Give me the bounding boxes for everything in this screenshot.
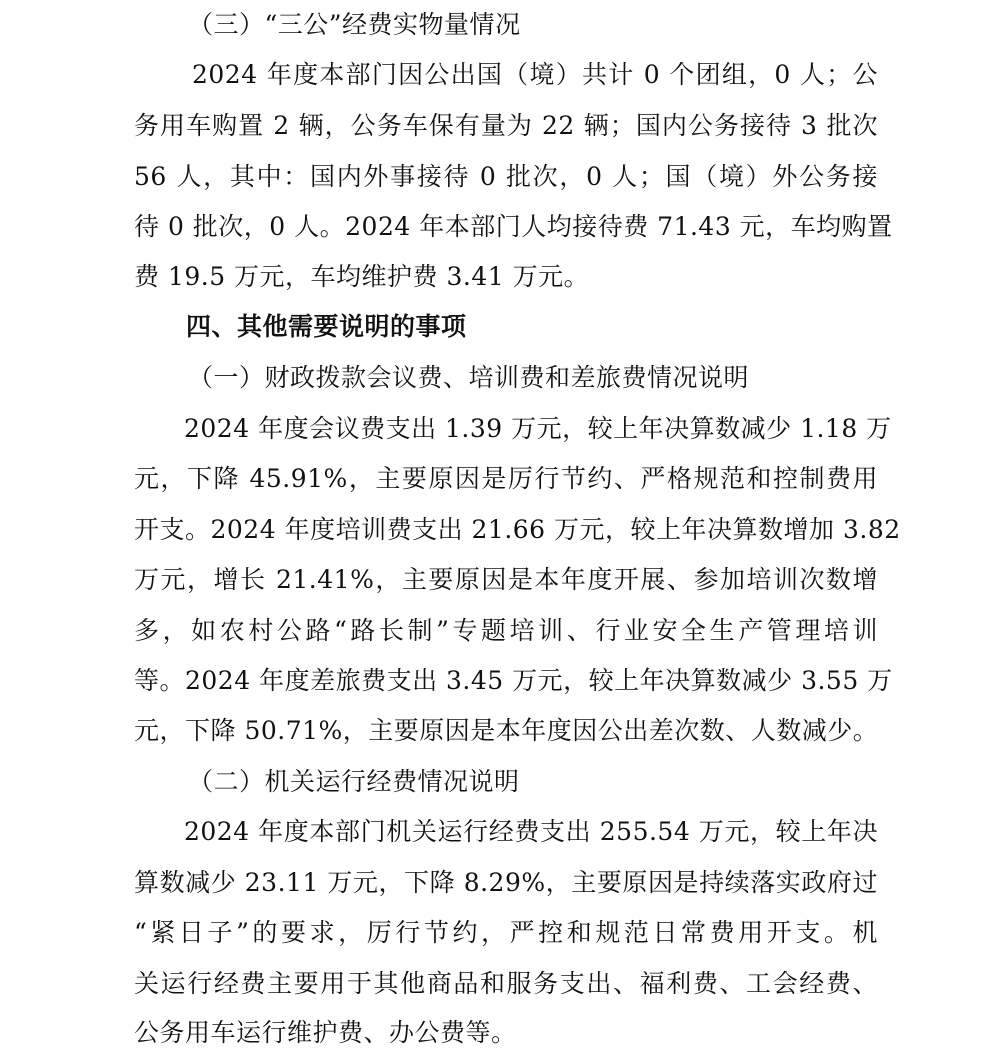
- paragraph-line: 2024 年度本部门因公出国（境）共计 0 个团组，0 人；公: [192, 60, 878, 89]
- paragraph-line: 公务用车运行维护费、办公费等。: [134, 1018, 517, 1047]
- paragraph-line: 多，如农村公路“路长制”专题培训、行业安全生产管理培训: [134, 616, 878, 645]
- subsection-title-1: （一）财政拨款会议费、培训费和差旅费情况说明: [188, 363, 750, 392]
- paragraph-line: “紧日子”的要求，厉行节约，严控和规范日常费用开支。机: [134, 918, 878, 947]
- subsection-title-2: （二）机关运行经费情况说明: [188, 767, 520, 796]
- subsection-title-3: （三）“三公”经费实物量情况: [188, 10, 521, 39]
- paragraph-line: 待 0 批次，0 人。2024 年本部门人均接待费 71.43 元，车均购置: [134, 212, 893, 241]
- paragraph-line: 56 人，其中：国内外事接待 0 批次，0 人；国（境）外公务接: [134, 162, 878, 191]
- paragraph-line: 关运行经费主要用于其他商品和服务支出、福利费、工会经费、: [134, 969, 878, 998]
- paragraph-line: 等。2024 年度差旅费支出 3.45 万元，较上年决算数减少 3.55 万: [134, 666, 893, 695]
- paragraph-line: 元，下降 50.71%，主要原因是本年度因公出差次数、人数减少。: [134, 716, 879, 745]
- paragraph-line: 算数减少 23.11 万元，下降 8.29%，主要原因是持续落实政府过: [134, 868, 878, 897]
- paragraph-line: 2024 年度本部门机关运行经费支出 255.54 万元，较上年决: [184, 817, 878, 846]
- paragraph-line: 元，下降 45.91%，主要原因是厉行节约、严格规范和控制费用: [134, 464, 878, 493]
- paragraph-line: 开支。2024 年度培训费支出 21.66 万元，较上年决算数增加 3.82: [134, 515, 901, 544]
- paragraph-line: 2024 年度会议费支出 1.39 万元，较上年决算数减少 1.18 万: [184, 414, 892, 443]
- section-title-4: 四、其他需要说明的事项: [186, 312, 467, 341]
- paragraph-line: 万元，增长 21.41%，主要原因是本年度开展、参加培训次数增: [134, 565, 878, 594]
- paragraph-line: 费 19.5 万元，车均维护费 3.41 万元。: [134, 262, 590, 291]
- paragraph-line: 务用车购置 2 辆，公务车保有量为 22 辆；国内公务接待 3 批次: [134, 111, 878, 140]
